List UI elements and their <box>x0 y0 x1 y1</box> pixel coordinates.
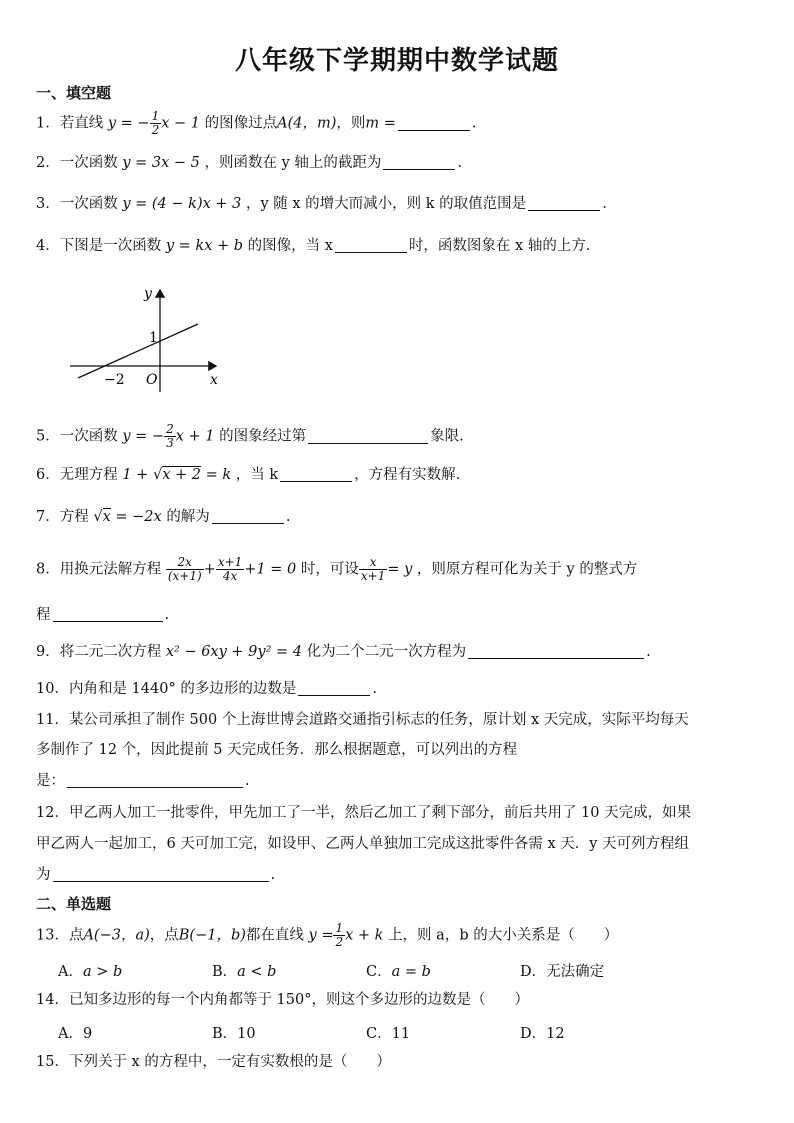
answer-blank[interactable] <box>308 429 428 444</box>
punctuation: . <box>164 607 170 623</box>
math-expr: = y <box>387 561 413 578</box>
question-number: 13． <box>36 927 69 944</box>
punctuation: . <box>285 509 291 525</box>
question-text: 时，函数图象在 x 轴的上方． <box>408 238 601 254</box>
question-11-line-3 <box>36 771 250 791</box>
question-text: 的图像，当 x <box>247 238 333 254</box>
radicand: x + 2 <box>162 467 201 483</box>
punctuation: . <box>471 115 477 132</box>
math-expr: y = − <box>107 115 150 132</box>
option-d[interactable]: D．无法确定 <box>520 964 605 980</box>
question-text: 时，可设 <box>300 561 359 578</box>
origin-label: O <box>146 372 158 388</box>
question-text: 下列关于 x 的方程中，一定有实数根的是（ ） <box>68 1054 391 1070</box>
question-text: 一次函数 <box>59 428 118 445</box>
question-text: 甲乙两人一起加工，6 天可加工完，如设甲、乙两人单独加工完成这批零件各需 x 天．y 天可列方程组 <box>36 836 690 852</box>
question-text: 若直线 <box>59 115 104 132</box>
answer-blank[interactable] <box>298 681 370 696</box>
question-number: 11． <box>36 712 69 728</box>
question-text: ，则函数在 y 轴上的截距为 <box>204 155 382 171</box>
question-text: 一次函数 <box>59 196 118 212</box>
question-text: 下图是一次函数 <box>59 238 162 254</box>
question-text: ，点 <box>149 927 179 944</box>
question-8-line-2 <box>36 605 169 625</box>
fraction: $\frac{1}{2}$ <box>335 921 344 949</box>
question-12-line-2 <box>36 834 689 854</box>
question-text: 为 <box>36 867 51 883</box>
x-axis-label: x <box>210 372 218 388</box>
math-operator: + <box>203 561 216 578</box>
question-6: 6．无理方程 1 + √x + 2 = k ，当 k ，方程有实数解. <box>36 467 461 483</box>
question-number: 7． <box>36 509 60 525</box>
question-1 <box>36 110 476 137</box>
punctuation: . <box>270 867 276 883</box>
question-text: ，则原方程可化为关于 y 的整式方 <box>416 561 638 578</box>
question-text: ，方程有实数解. <box>354 467 461 483</box>
question-number: 9． <box>36 644 60 660</box>
question-8 <box>36 556 637 583</box>
answer-blank[interactable] <box>383 155 455 170</box>
section-single-choice: 二、单选题 <box>36 895 112 913</box>
question-text: 一次函数 <box>59 155 118 171</box>
question-11 <box>36 710 689 730</box>
question-text: 用换元法解方程 <box>59 561 162 578</box>
question-text: 甲乙两人加工一批零件，甲先加工了一半，然后乙加工了剩下部分，前后共用了 10 天完成，如果 <box>68 805 692 821</box>
question-13 <box>36 922 618 949</box>
math-expr: x + k <box>345 927 384 944</box>
function-graph <box>66 282 236 394</box>
math-expr: x − 1 <box>161 115 200 132</box>
question-text: 点 <box>68 927 84 944</box>
math-expr: y = (4 − k)x + 3 <box>122 196 242 212</box>
y-axis-label: y <box>144 286 152 302</box>
question-text: 某公司承担了制作 500 个上海世博会道路交通指引标志的任务，原计划 x 天完成，实际平均每天 <box>68 712 689 728</box>
answer-blank[interactable] <box>335 238 407 253</box>
question-3 <box>36 194 607 214</box>
math-expr: x² − 6xy + 9y² = 4 <box>165 644 302 660</box>
fraction: $\frac{2}{3}$ <box>166 422 174 450</box>
fraction: $\frac{x}{x+1}$ <box>360 555 386 583</box>
question-number: 3． <box>36 196 60 212</box>
question-number: 15． <box>36 1054 69 1070</box>
question-number: 8． <box>36 561 60 578</box>
question-text: 的图象经过第 <box>219 428 307 445</box>
fraction: $\frac{x+1}{4x}$ <box>217 555 243 583</box>
math-expr: = k <box>200 467 232 483</box>
math-expr: y = kx + b <box>165 238 244 254</box>
punctuation: . <box>245 773 250 789</box>
question-10 <box>36 679 377 699</box>
question-12 <box>36 803 691 823</box>
question-number: 6． <box>36 467 60 483</box>
question-7: 7．方程 √x = −2x 的解为 . <box>36 509 291 525</box>
option-c[interactable]: C．11 <box>366 1026 411 1042</box>
option-a[interactable]: A．9 <box>58 1026 93 1042</box>
question-text: 将二元二次方程 <box>59 644 162 660</box>
question-text: ，当 k <box>235 467 279 483</box>
y-intercept-label: 1 <box>149 330 158 346</box>
question-text: 内角和是 1440° 的多边形的边数是 <box>68 681 297 697</box>
answer-blank[interactable] <box>280 467 352 482</box>
question-number: 1． <box>36 115 60 132</box>
question-14 <box>36 990 529 1010</box>
answer-blank[interactable] <box>67 773 243 788</box>
question-text: 的图像过点 <box>204 115 278 132</box>
question-text: 都在直线 <box>245 927 304 944</box>
question-number: 2． <box>36 155 60 171</box>
math-expr: x + 1 <box>175 428 215 445</box>
question-4 <box>36 236 600 256</box>
radicand: x <box>102 509 111 525</box>
question-9 <box>36 642 651 662</box>
punctuation: . <box>602 196 607 212</box>
punctuation: . <box>457 155 463 171</box>
function-line <box>78 324 198 378</box>
question-text: ，则 <box>336 115 366 132</box>
math-expr: y = <box>308 927 334 944</box>
question-text: ，y 随 x 的增大而减小，则 k 的取值范围是 <box>245 196 527 212</box>
math-expr: m = <box>365 115 396 132</box>
question-5 <box>36 423 464 450</box>
question-text: 无理方程 <box>59 467 118 483</box>
answer-blank[interactable] <box>53 867 269 882</box>
question-15 <box>36 1052 391 1072</box>
question-number: 10． <box>36 681 69 697</box>
question-text: 多制作了 12 个，因此提前 5 天完成任务．那么根据题意，可以列出的方程 <box>36 742 518 758</box>
question-text: 化为二个二元一次方程为 <box>306 644 467 660</box>
question-text: 已知多边形的每一个内角都等于 150°，则这个多边形的边数是（ ） <box>68 992 529 1008</box>
math-expr: 1 + <box>122 467 153 483</box>
option-d[interactable]: D．12 <box>520 1026 565 1042</box>
question-11-line-2 <box>36 740 517 760</box>
question-number: 12． <box>36 805 69 821</box>
question-text: 象限. <box>430 428 464 445</box>
question-text: 是： <box>36 773 65 789</box>
question-2 <box>36 153 462 173</box>
math-point: A(−3，a) <box>83 927 150 944</box>
question-12-line-3 <box>36 865 275 885</box>
punctuation: . <box>372 681 377 697</box>
section-fill-in: 一、填空题 <box>36 84 112 102</box>
math-expr: y = 3x − 5 <box>122 155 200 171</box>
answer-blank[interactable] <box>398 116 470 131</box>
option-c[interactable]: C．a = b <box>366 964 431 980</box>
answer-blank[interactable] <box>528 196 600 211</box>
option-b[interactable]: B．a < b <box>212 964 277 980</box>
question-text: 方程 <box>59 509 89 525</box>
question-number: 5． <box>36 428 60 445</box>
math-expr: +1 = 0 <box>244 561 297 578</box>
math-expr: y = − <box>122 428 165 445</box>
option-a[interactable]: A．a > b <box>58 964 123 980</box>
fraction: $\frac{2x}{(x+1)}$ <box>167 555 202 583</box>
x-intercept-label: −2 <box>104 372 125 388</box>
question-text: 上，则 a，b 的大小关系是（ ） <box>388 927 619 944</box>
math-point: B(−1，b) <box>178 927 246 944</box>
question-number: 4． <box>36 238 60 254</box>
question-text: 的解为 <box>166 509 210 525</box>
answer-blank[interactable] <box>53 607 163 622</box>
option-b[interactable]: B．10 <box>212 1026 256 1042</box>
punctuation: . <box>646 644 651 660</box>
answer-blank[interactable] <box>212 509 284 524</box>
answer-blank[interactable] <box>468 644 644 659</box>
fraction: $\frac{1}{2}$ <box>151 109 160 137</box>
question-number: 14． <box>36 992 69 1008</box>
math-point: A(4，m) <box>277 115 337 132</box>
math-expr: = −2x <box>110 509 162 525</box>
page-title: 八年级下学期期中数学试题 <box>234 46 559 76</box>
question-text: 程 <box>36 607 51 623</box>
